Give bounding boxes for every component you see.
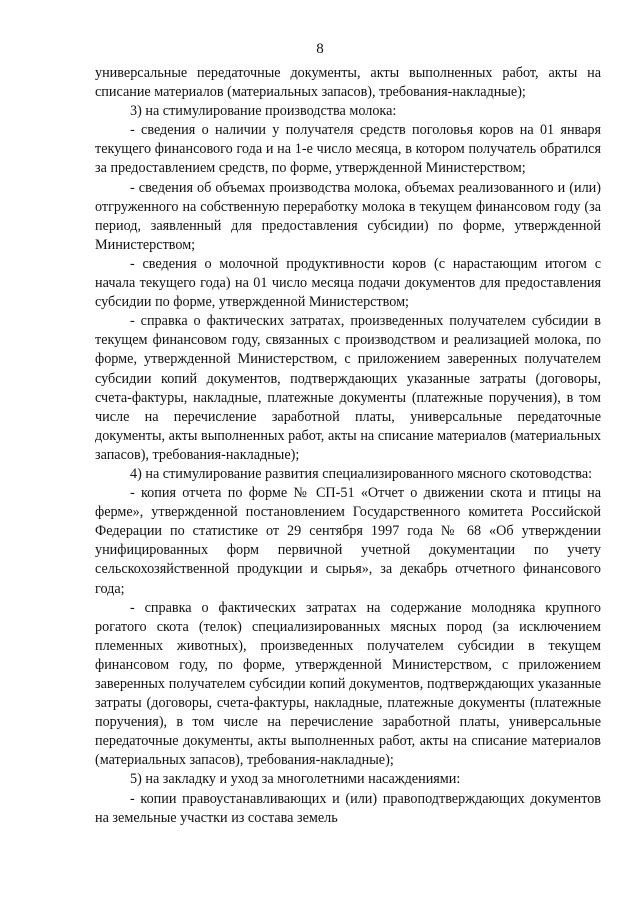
paragraph-continuation: универсальные передаточные документы, акты выполненных работ, акты на списание материалов (материальных запасов), требования-накладные);: [95, 65, 601, 101]
page-number: 8: [316, 41, 324, 57]
paragraph-cow-headcount-info: - сведения о наличии у получателя средств поголовья коров на 01 января текущего финансового года и на 1-е число месяца, в котором получатель обратился за предоставлением средств, по форме, утвержденной Министерством;: [95, 122, 601, 177]
paragraph-sp51-report-copy: - копия отчета по форме № СП-51 «Отчет о движении скота и птицы на ферме», утвержденной постановлением Государственного комитета Российской Федерации по статистике от 29 сентября 1997 года № 68 «Об утверждении унифицированных форм первичной учетной документации по учету сельскохозяйственной продукции и сырья», за декабрь отчетного финансового года;: [95, 485, 601, 597]
paragraph-item-3-heading: 3) на стимулирование производства молока:: [130, 103, 397, 120]
document-body: [95, 64, 601, 828]
paragraph-land-documents: - копии правоустанавливающих и (или) правоподтверждающих документов на земельные участки из состава земель: [95, 790, 601, 826]
paragraph-cattle-costs-certificate: - справка о фактических затратах на содержание молодняка крупного рогатого скота (телок) специализированных мясных пород (за исключением племенных животных), произведенных получателем субсидии в текущем финансовом году, по форме, утвержденной Министерством, с приложением заверенных получателем субсидии копий документов, подтверждающих указанные затраты (договоры, счета-фактуры, накладные, платежные документы (платежные поручения), в том числе на перечисление заработной платы, универсальные передаточные документы, акты выполненных работ, акты на списание материалов (материальных запасов), требования-накладные);: [95, 599, 601, 769]
paragraph-milk-productivity-info: - сведения о молочной продуктивности коров (с нарастающим итогом с начала текущего года) на 01 число месяца подачи документов для предоставления субсидии по форме, утвержденной Министерством;: [95, 255, 601, 311]
paragraph-item-5-heading: 5) на закладку и уход за многолетними насаждениями:: [130, 771, 461, 788]
paragraph-milk-costs-certificate: - справка о фактических затратах, произведенных получателем субсидии в текущем финансовом году, связанных с производством и реализацией молока, по форме, утвержденной Министерством, с приложением заверенных получателем субсидии копий документов, подтверждающих указанные затраты (договоры, счета-фактуры, накладные, платежные документы (платежные поручения), в том числе на перечисление заработной платы, универсальные передаточные документы, акты выполненных работ, акты на списание материалов (материальных запасов), требования-накладные);: [95, 313, 601, 463]
paragraph-milk-volume-info: - сведения об объемах производства молока, объемах реализованного и (или) отгруженного на собственную переработку молока в текущем финансовом году (за период, заявленный для предоставления субсидии) по форме, утвержденной Министерством;: [95, 179, 601, 253]
paragraph-item-4-heading: 4) на стимулирование развития специализированного мясного скотоводства:: [130, 465, 593, 482]
